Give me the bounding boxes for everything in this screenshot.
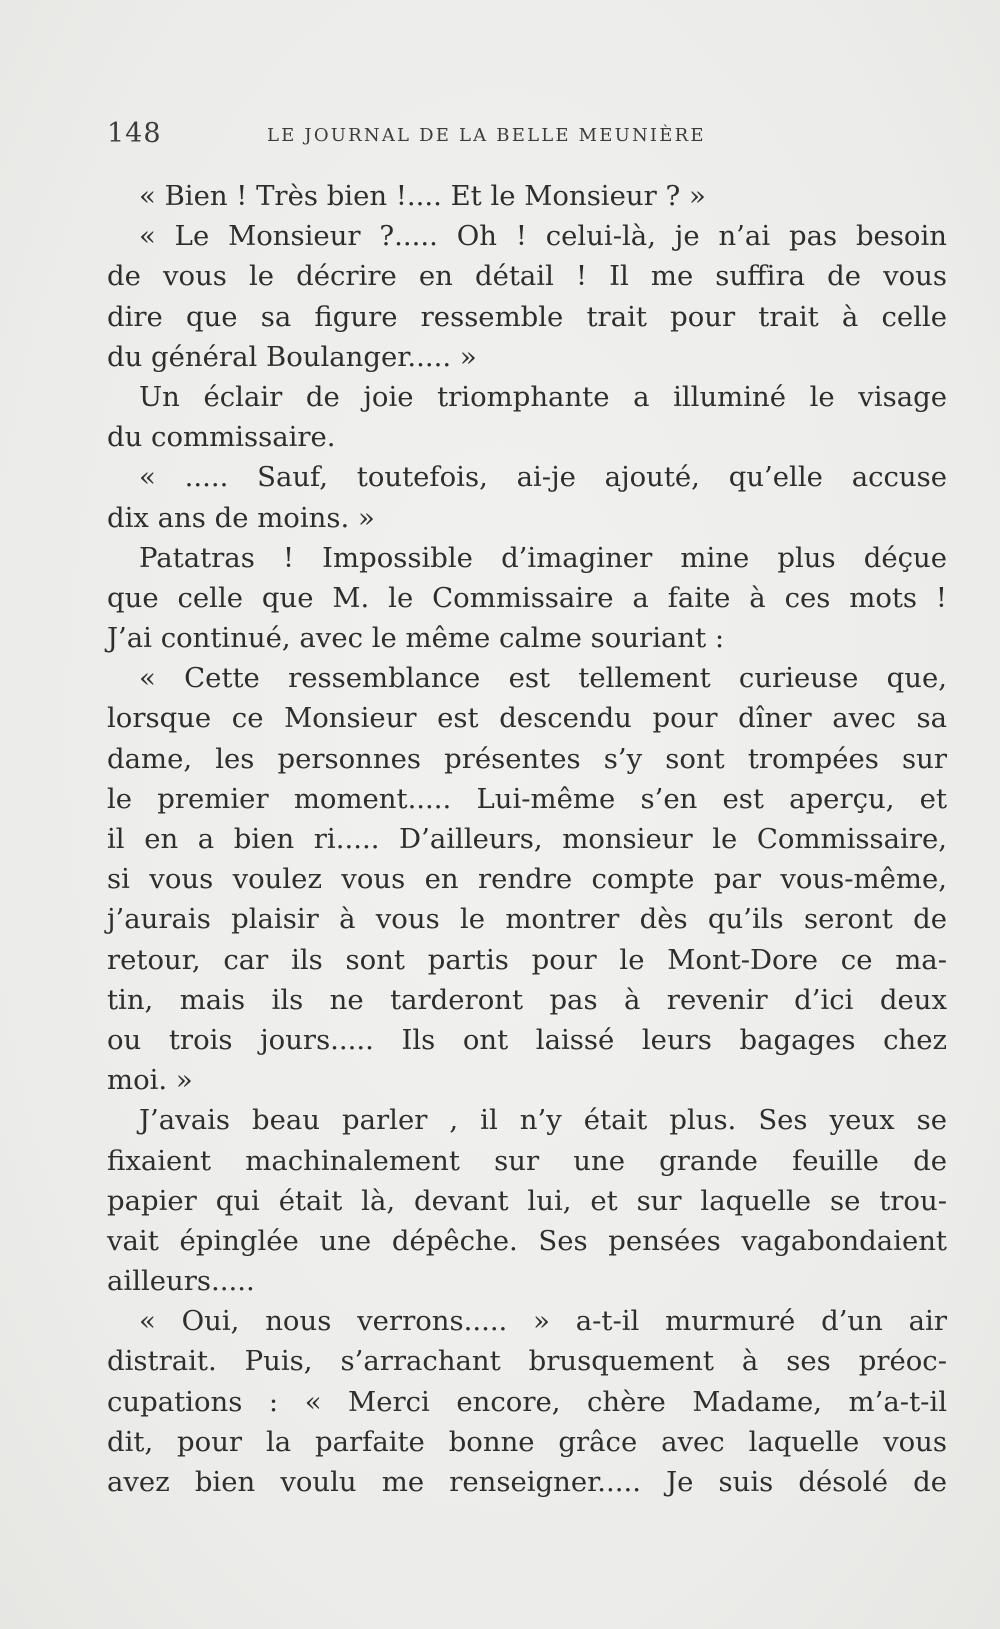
- text-line: de vous le décrire en détail ! Il me suffira de vous: [107, 260, 947, 293]
- text-line: du commissaire.: [107, 421, 336, 454]
- running-title: LE JOURNAL DE LA BELLE MEUNIÈRE: [267, 125, 706, 146]
- text-line: « Oui, nous verrons..... » a-t-il murmuré d’un air: [139, 1305, 947, 1338]
- text-line: dame, les personnes présentes s’y sont trompées sur: [107, 742, 947, 775]
- page-header: [107, 118, 947, 158]
- text-line: « ..... Sauf, toutefois, ai-je ajouté, qu’elle accuse: [139, 461, 947, 494]
- text-line: dit, pour la parfaite bonne grâce avec laquelle vous: [107, 1425, 947, 1458]
- text-line: lorsque ce Monsieur est descendu pour dîner avec sa: [107, 702, 947, 735]
- text-line: Un éclair de joie triomphante a illuminé le visage: [139, 380, 947, 413]
- text-line: retour, car ils sont partis pour le Mont-Dore ce ma-: [107, 943, 947, 976]
- text-line: J’ai continué, avec le même calme souriant :: [107, 622, 725, 655]
- text-line: si vous voulez vous en rendre compte par vous-même,: [107, 863, 947, 896]
- text-line: ou trois jours..... Ils ont laissé leurs bagages chez: [107, 1023, 947, 1056]
- text-line: dix ans de moins. »: [107, 501, 375, 534]
- text-line: avez bien voulu me renseigner..... Je suis désolé de: [107, 1466, 947, 1498]
- text-line: « Cette ressemblance est tellement curieuse que,: [139, 662, 947, 695]
- text-line: j’aurais plaisir à vous le montrer dès qu’ils seront de: [107, 903, 947, 936]
- text-line: cupations : « Merci encore, chère Madame, m’a-t-il: [107, 1385, 947, 1418]
- text-line: que celle que M. le Commissaire a faite à ces mots !: [107, 581, 947, 614]
- text-line: « Le Monsieur ?..... Oh ! celui-là, je n’ai pas besoin: [139, 220, 947, 253]
- text-line: distrait. Puis, s’arrachant brusquement à ses préoc-: [107, 1345, 947, 1378]
- text-line: papier qui était là, devant lui, et sur laquelle se trou-: [107, 1184, 947, 1217]
- text-line: il en a bien ri..... D’ailleurs, monsieur le Commissaire,: [107, 823, 947, 855]
- text-line: vait épinglée une dépêche. Ses pensées vagabondaient: [107, 1224, 947, 1257]
- text-line: tin, mais ils ne tarderont pas à revenir d’ici deux: [107, 983, 947, 1016]
- text-line: Patatras ! Impossible d’imaginer mine plus déçue: [139, 541, 947, 574]
- text-line: « Bien ! Très bien !.... Et le Monsieur ? »: [139, 180, 706, 212]
- text-line: fixaient machinalement sur une grande feuille de: [107, 1144, 947, 1177]
- text-line: J’avais beau parler , il n’y était plus. Ses yeux se: [139, 1104, 947, 1137]
- body-text: [107, 176, 947, 1502]
- text-line: dire que sa figure ressemble trait pour trait à celle: [107, 300, 947, 333]
- page-number: 148: [107, 118, 162, 149]
- text-line: moi. »: [107, 1064, 193, 1097]
- text-line: le premier moment..... Lui-même s’en est aperçu, et: [107, 782, 947, 815]
- text-line: du général Boulanger..... »: [107, 340, 477, 373]
- text-line: ailleurs.....: [107, 1265, 255, 1298]
